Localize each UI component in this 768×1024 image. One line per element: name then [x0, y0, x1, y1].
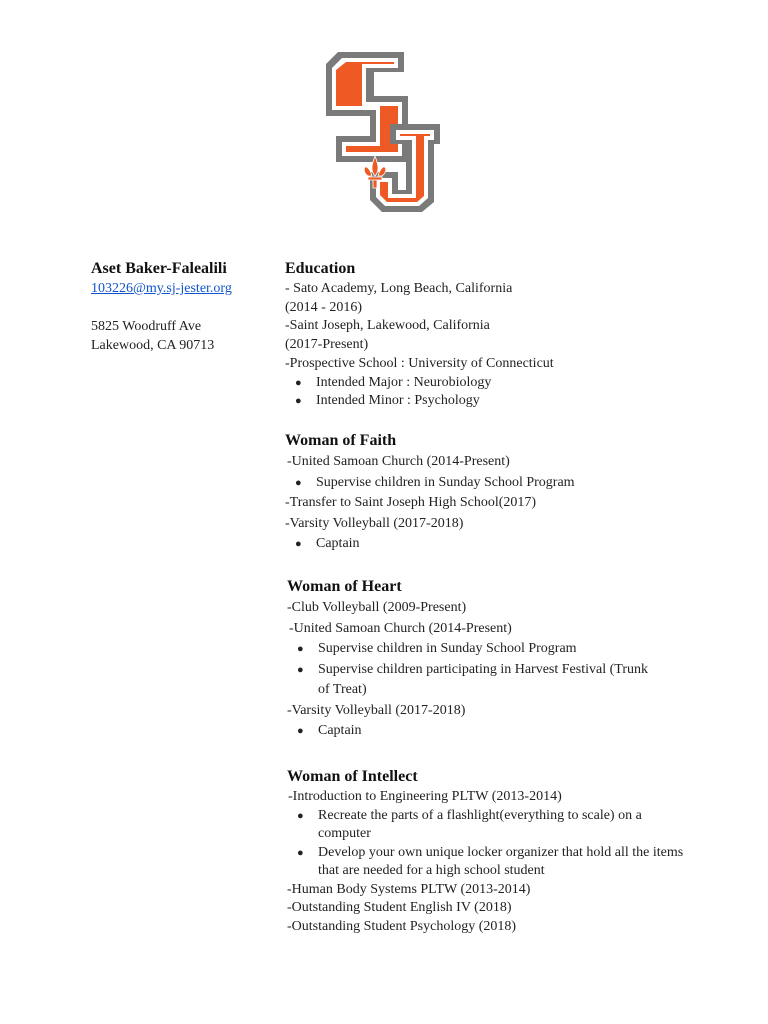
intellect-line: -Human Body Systems PLTW (2013-2014) [287, 881, 531, 897]
intellect-line: -Introduction to Engineering PLTW (2013-2014) [288, 789, 562, 804]
heart-bullets-1 [287, 639, 687, 701]
heart-bullets-2 [287, 721, 687, 742]
list-item: ● Supervise children in Sunday School Program [285, 473, 685, 494]
heart-section [287, 576, 687, 742]
school-logo [318, 44, 450, 216]
education-line: -Prospective School : University of Connecticut [285, 355, 554, 371]
faith-bullets-2 [285, 534, 685, 555]
intellect-section [287, 766, 687, 936]
faith-heading: Woman of Faith [285, 432, 397, 449]
faith-line: -United Samoan Church (2014-Present) [287, 454, 510, 469]
education-line: - Sato Academy, Long Beach, California [285, 281, 513, 296]
faith-section [285, 430, 685, 555]
education-bullets [285, 374, 685, 411]
education-line: (2014 - 2016) [285, 299, 362, 315]
heart-line: -Club Volleyball (2009-Present) [287, 600, 467, 615]
faith-line: -Varsity Volleyball (2017-2018) [285, 515, 464, 531]
list-item: ● Recreate the parts of a flashlight(everything to scale) on a computer [287, 807, 678, 844]
list-item: ● Supervise children participating in Harvest Festival (Trunk of Treat) [287, 660, 658, 701]
address-line-2: Lakewood, CA 90713 [91, 338, 215, 353]
address-line-1: 5825 Woodruff Ave [91, 319, 202, 334]
intellect-line: -Outstanding Student Psychology (2018) [287, 918, 517, 934]
list-item: ● Supervise children in Sunday School Program [287, 639, 687, 660]
heart-heading: Woman of Heart [287, 578, 402, 595]
list-item: ● Intended Major : Neurobiology [285, 374, 685, 393]
contact-block [91, 258, 271, 355]
list-item: ● Intended Minor : Psychology [285, 392, 685, 411]
intellect-bullets [287, 807, 687, 881]
list-item: ● Captain [287, 721, 687, 742]
faith-bullets-1 [285, 473, 685, 494]
faith-line: -Transfer to Saint Joseph High School(2017) [285, 495, 537, 510]
heart-line: -United Samoan Church (2014-Present) [289, 620, 512, 636]
heart-line: -Varsity Volleyball (2017-2018) [287, 702, 466, 718]
education-heading: Education [285, 260, 356, 277]
letter-s [326, 52, 408, 162]
list-item: ● Captain [285, 534, 685, 555]
education-section [285, 258, 685, 411]
contact-name: Aset Baker-Falealili [91, 260, 227, 277]
education-line: -Saint Joseph, Lakewood, California [285, 318, 490, 334]
email-link[interactable]: 103226@my.sj-jester.org [91, 281, 232, 296]
education-line: (2017-Present) [285, 337, 369, 353]
intellect-heading: Woman of Intellect [287, 768, 418, 785]
list-item: ● Develop your own unique locker organizer that hold all the items that are needed for a high school student [287, 844, 688, 881]
intellect-line: -Outstanding Student English IV (2018) [287, 900, 512, 915]
